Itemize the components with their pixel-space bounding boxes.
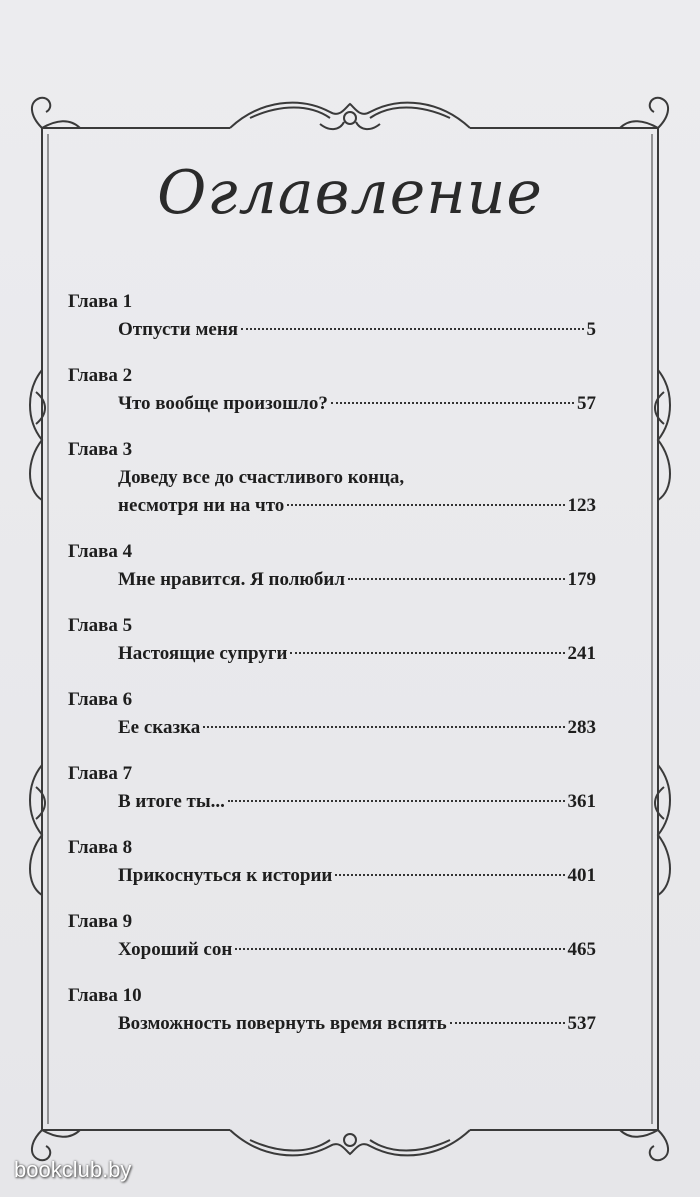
dot-leader bbox=[241, 328, 583, 330]
spacer bbox=[68, 890, 596, 908]
toc-entry[interactable] bbox=[118, 862, 596, 890]
top-flourish bbox=[230, 103, 470, 129]
chapter-label: Глава 6 bbox=[68, 689, 133, 710]
dot-leader bbox=[331, 402, 574, 404]
page-number: 465 bbox=[567, 939, 596, 960]
toc-chapter bbox=[68, 288, 596, 362]
page-number: 57 bbox=[577, 393, 596, 414]
toc-chapter bbox=[68, 612, 596, 686]
chapter-label: Глава 7 bbox=[68, 763, 133, 784]
dot-leader bbox=[335, 874, 564, 876]
toc-entry[interactable] bbox=[118, 1010, 596, 1038]
toc-entry[interactable] bbox=[118, 936, 596, 964]
spacer bbox=[68, 1038, 596, 1056]
toc-chapter bbox=[68, 362, 596, 436]
toc-chapter bbox=[68, 834, 596, 908]
toc-entry[interactable] bbox=[118, 566, 596, 594]
chapter-label: Глава 8 bbox=[68, 837, 133, 858]
toc-entry[interactable] bbox=[118, 640, 596, 668]
chapter-title: В итоге ты... bbox=[118, 791, 225, 812]
chapter-title: Что вообще произошло? bbox=[118, 393, 328, 414]
chapter-title: Ее сказка bbox=[118, 717, 201, 738]
toc-chapter bbox=[68, 760, 596, 834]
toc-entry[interactable] bbox=[118, 714, 596, 742]
dot-leader bbox=[348, 578, 564, 580]
toc-entry[interactable] bbox=[118, 492, 596, 520]
page-title: Оглавление bbox=[157, 158, 543, 228]
dot-leader bbox=[235, 948, 564, 950]
toc-chapter bbox=[68, 908, 596, 982]
spacer bbox=[68, 520, 596, 538]
chapter-title: Настоящие супруги bbox=[118, 643, 288, 664]
chapter-title: Мне нравится. Я полюбил bbox=[118, 569, 346, 590]
dot-leader bbox=[450, 1022, 565, 1024]
page-number: 241 bbox=[567, 643, 596, 664]
chapter-label: Глава 4 bbox=[68, 541, 133, 562]
page-number: 123 bbox=[567, 495, 596, 516]
toc-entry[interactable] bbox=[118, 316, 596, 344]
toc-chapter bbox=[68, 436, 596, 538]
dot-leader bbox=[203, 726, 564, 728]
chapter-label: Глава 9 bbox=[68, 911, 133, 932]
page-number: 283 bbox=[567, 717, 596, 738]
spacer bbox=[68, 742, 596, 760]
chapter-label: Глава 2 bbox=[68, 365, 133, 386]
chapter-label: Глава 5 bbox=[68, 615, 133, 636]
chapter-title: Отпусти меня bbox=[118, 319, 239, 340]
chapter-label: Глава 10 bbox=[68, 985, 142, 1006]
table-of-contents bbox=[68, 288, 596, 1056]
chapter-title: Прикоснуться к истории bbox=[118, 865, 333, 886]
chapter-title: несмотря ни на что bbox=[118, 495, 285, 516]
chapter-title: Хороший сон bbox=[118, 939, 233, 960]
toc-entry[interactable] bbox=[118, 788, 596, 816]
chapter-title-line: Доведу все до счастливого конца, bbox=[118, 467, 405, 488]
chapter-label: Глава 3 bbox=[68, 439, 133, 460]
watermark: bookclub.by bbox=[14, 1157, 132, 1182]
spacer bbox=[68, 964, 596, 982]
chapter-label: Глава 1 bbox=[68, 291, 133, 312]
toc-entry[interactable] bbox=[118, 390, 596, 418]
spacer bbox=[68, 344, 596, 362]
spacer bbox=[68, 418, 596, 436]
spacer bbox=[68, 816, 596, 834]
page-number: 5 bbox=[586, 319, 596, 340]
page-number: 179 bbox=[567, 569, 596, 590]
page-number: 361 bbox=[567, 791, 596, 812]
dot-leader bbox=[228, 800, 565, 802]
spacer bbox=[68, 594, 596, 612]
toc-chapter bbox=[68, 982, 596, 1056]
bottom-flourish bbox=[230, 1130, 470, 1155]
page-number: 537 bbox=[567, 1013, 596, 1034]
page-number: 401 bbox=[567, 865, 596, 886]
dot-leader bbox=[287, 504, 564, 506]
dot-leader bbox=[290, 652, 564, 654]
toc-chapter bbox=[68, 538, 596, 612]
chapter-title: Возможность повернуть время вспять bbox=[118, 1013, 447, 1034]
toc-chapter bbox=[68, 686, 596, 760]
spacer bbox=[68, 668, 596, 686]
